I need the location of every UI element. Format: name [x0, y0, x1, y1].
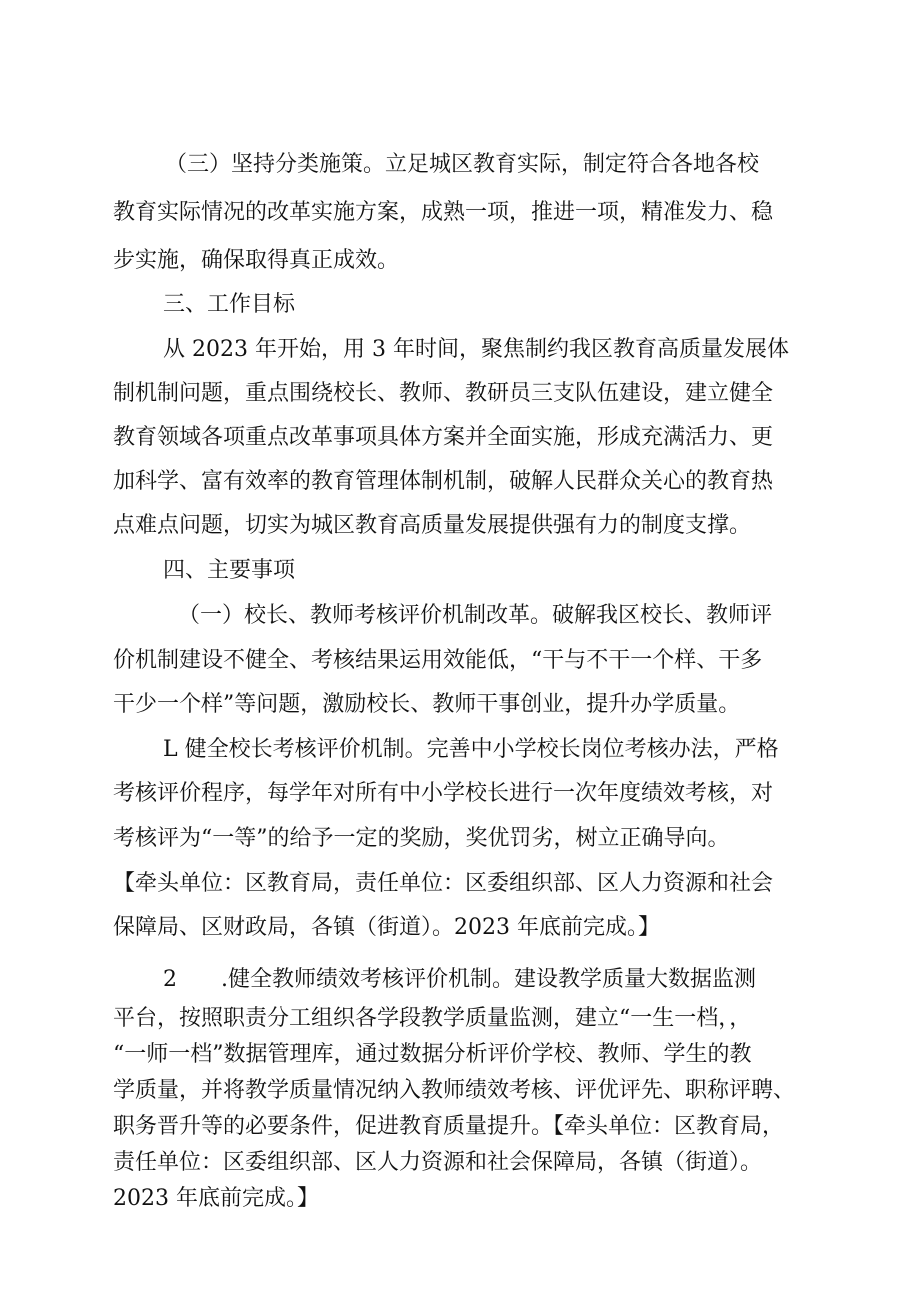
paragraph-3-line-3: 干少一个样”等问题，激励校长、教师干事创业，提升办学质量。 — [113, 692, 741, 717]
paragraph-4-line-5: 保障局、区财政局，各镇（街道）。2023 年底前完成。】 — [113, 915, 660, 940]
paragraph-2-line-2: 制机制问题，重点围绕校长、教师、教研员三支队伍建设，建立健全 — [113, 381, 774, 406]
paragraph-3-line-2: 价机制建设不健全、考核结果运用效能低，“干与不干一个样、干多 — [113, 648, 763, 673]
paragraph-5-line-7: 2023 年底前完成。】 — [113, 1186, 319, 1211]
paragraph-5-line-2: 平台，按照职责分工组织各学段教学质量监测，建立“一生一档，， — [113, 1006, 752, 1031]
paragraph-5-line-4: 学质量，并将教学质量情况纳入教师绩效考核、评优评先、职称评聘、 — [113, 1078, 796, 1103]
paragraph-2-line-5: 点难点问题，切实为城区教育高质量发展提供强有力的制度支撑。 — [113, 513, 752, 538]
paragraph-1-line-3: 步实施，确保取得真正成效。 — [113, 248, 400, 273]
paragraph-5-line-5: 职务晋升等的必要条件，促进教育质量提升。【牵头单位：区教育局， — [113, 1114, 785, 1139]
paragraph-4-line-2: 考核评价程序，每学年对所有中小学校长进行一次年度绩效考核，对 — [113, 781, 774, 806]
paragraph-1-line-2: 教育实际情况的改革实施方案，成熟一项，推进一项，精准发力、稳 — [113, 200, 774, 225]
paragraph-4-line-3: 考核评为“一等”的给予一定的奖励，奖优罚劣，树立正确导向。 — [113, 826, 730, 851]
paragraph-1-line-1: （三）坚持分类施策。立足城区教育实际，制定符合各地各校 — [165, 152, 760, 177]
section-heading-goals: 三、工作目标 — [163, 292, 296, 317]
paragraph-3-line-1: （一）校长、教师考核评价机制改革。破解我区校长、教师评 — [178, 603, 773, 628]
paragraph-5-line-6: 责任单位：区委组织部、区人力资源和社会保障局，各镇（街道）。 — [113, 1150, 763, 1175]
paragraph-2-line-1: 从 2023 年开始，用 3 年时间，聚焦制约我区教育高质量发展体 — [163, 337, 789, 362]
paragraph-2-line-4: 加科学、富有效率的教育管理体制机制，破解人民群众关心的教育热 — [113, 469, 774, 494]
paragraph-5-line-3: “一师一档”数据管理库，通过数据分析评价学校、教师、学生的教 — [113, 1042, 752, 1067]
paragraph-5-line-1: 2 .健全教师绩效考核评价机制。建设教学质量大数据监测 — [163, 967, 756, 992]
paragraph-4-line-4: 【牵头单位：区教育局，责任单位：区委组织部、区人力资源和社会 — [113, 871, 774, 896]
paragraph-4-line-1: L 健全校长考核评价机制。完善中小学校长岗位考核办法，严格 — [163, 737, 779, 762]
paragraph-2-line-3: 教育领域各项重点改革事项具体方案并全面实施，形成充满活力、更 — [113, 425, 774, 450]
section-heading-main-items: 四、主要事项 — [163, 558, 296, 583]
